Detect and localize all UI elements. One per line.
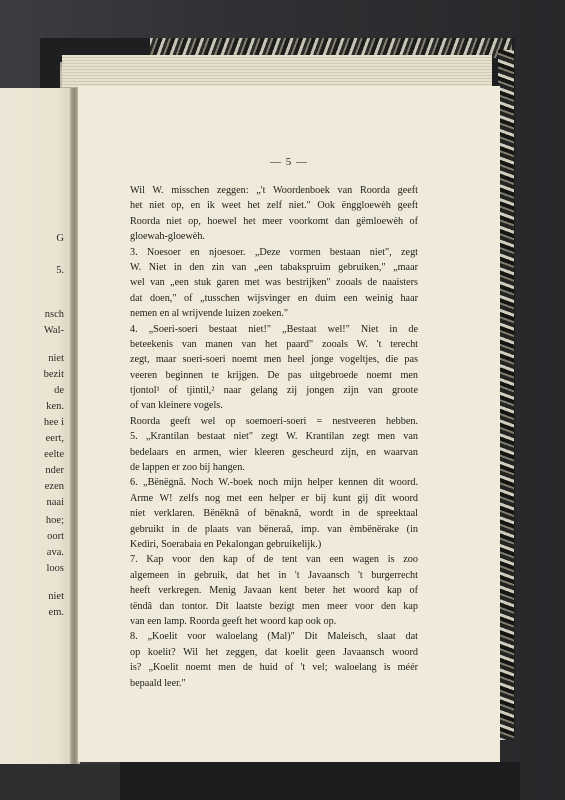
facing-page-fragment: 5. — [56, 265, 64, 276]
facing-page-fragment: de — [54, 385, 64, 396]
text-line: 4. „Soeri-soeri bestaat niet!" „Bestaat wel!" Niet in de — [130, 323, 418, 335]
facing-page-fragment: eelte — [44, 449, 64, 460]
scanner-bottom-left — [0, 764, 120, 800]
facing-page-fragment: nder — [45, 465, 64, 476]
text-line: bedelaars en armen, wier kleeren gescheurd zijn, en waarvan — [130, 446, 418, 458]
facing-page-fragment: niet — [48, 591, 64, 602]
text-line: of van kleinere vogels. — [130, 400, 223, 412]
text-line: niet verklaren. Bënëknâ of bënaknâ, wordt in de spreektaal — [130, 508, 418, 520]
text-line: Kediri, Soerabaia en Pekalongan gebruikelijk.) — [130, 538, 322, 550]
text-line: zegt, maar soeri-soeri noemt men heel jonge vogeltjes, die pas — [130, 354, 418, 366]
facing-page-fragment: Wal- — [43, 325, 64, 336]
facing-page-fragment: niet — [48, 353, 64, 364]
text-line: Wil W. misschen zeggen: „'t Woordenboek van Roorda geeft — [130, 185, 418, 196]
text-line: het niet op, en ik weet het zelf niet." Ook ënggloewèh geeft — [130, 200, 418, 212]
text-line: Arme W! zelfs nog met een helper er bij kunt gij dit woord — [130, 492, 418, 504]
text-line: beteekenis van manen van het paard" zooals W. 't terecht — [130, 338, 418, 350]
text-line: is? „Koelit noemt men de huid of 't vel; waloelang is méér — [130, 662, 418, 674]
marbled-cover-edge — [498, 50, 514, 740]
facing-page-fragment: hee i — [43, 417, 64, 428]
text-line: W. Niet in den zin van „een tabakspruim gebruiken," „maar — [130, 261, 418, 273]
facing-page-fragment: ava. — [46, 547, 64, 558]
facing-page-fragment: loos — [46, 563, 64, 574]
text-line: algemeen in gebruik, dat het in 't Javaansch 't burgerrecht — [130, 569, 418, 581]
facing-page-fragment: ken. — [46, 401, 64, 412]
text-line: 7. Kap voor den kap of de tent van een wagen is zoo — [130, 554, 418, 566]
text-line: gebruikt in de plaats van bëneraâ, imp. van èmbënërake (in — [130, 523, 418, 535]
text-line: 8. „Koelit voor waloelang (Mal)" Dit Maleisch, slaat dat — [130, 631, 418, 643]
text-line: bepaald leer." — [130, 677, 186, 689]
facing-page-fragment: em. — [48, 607, 64, 618]
facing-page-fragment: hoe; — [45, 515, 64, 526]
scanner-bottom — [120, 762, 520, 800]
text-line: 5. „Krantilan bestaat niet" zegt W. Krantilan zegt men van — [130, 431, 418, 443]
page-number: — 5 — — [270, 156, 308, 168]
text-line: op koelit? Wil het zeggen, dat koelit geen Javaansch woord — [130, 646, 418, 658]
text-line: de lappen er zoo bij hangen. — [130, 462, 245, 474]
text-line: veeren beginnen te krijgen. De pas uitgebroede noemt men — [130, 369, 418, 381]
facing-page-fragment: oort — [47, 531, 64, 542]
text-line: 3. Noesoer en njoesoer. „Deze vormen bestaan niet", zegt — [130, 246, 418, 258]
text-line: wel van „een stuk garen met was bestrijken" zooals de naaisters — [130, 277, 418, 289]
facing-page-fragment: ezen — [44, 481, 64, 492]
facing-page-fragment: naai — [46, 497, 64, 508]
text-line: tjontol¹ of tjintil,² naar gelang zij jongen zijn van groote — [130, 385, 418, 397]
facing-page — [0, 88, 72, 788]
facing-page-fragment: eert, — [45, 433, 64, 444]
text-line: van een lamp. Roorda geeft het woord kap ook op. — [130, 615, 337, 627]
page-body-text — [130, 183, 418, 691]
facing-page-fragment: nsch — [44, 309, 64, 320]
text-line: nemen en al wrijvende luizen zoeken." — [130, 308, 289, 320]
text-line: 6. „Bënëgnâ. Noch W.-boek noch mijn helper kennen dit woord. — [130, 477, 418, 489]
text-line: gloewah-gloewèh. — [130, 231, 205, 243]
text-line: Roorda geeft wel op soemoeri-soeri = nestveeren hebben. — [130, 415, 418, 427]
page-stack — [62, 55, 492, 87]
text-line: tëndâ dan tontor. Dit laatste bezigt men meer voor den kap — [130, 600, 418, 612]
facing-page-fragment: bezit — [43, 369, 64, 380]
text-line: heeft verkregen. Menig Javaan kent beter het woord kap of — [130, 585, 418, 597]
facing-page-fragment: G — [56, 233, 64, 244]
text-line: dat doen," of „tusschen wijsvinger en duim een weinig haar — [130, 292, 418, 304]
text-line: Roorda niet op, hoewel het meer voorkomt dan gëmloewèh of — [130, 215, 418, 227]
